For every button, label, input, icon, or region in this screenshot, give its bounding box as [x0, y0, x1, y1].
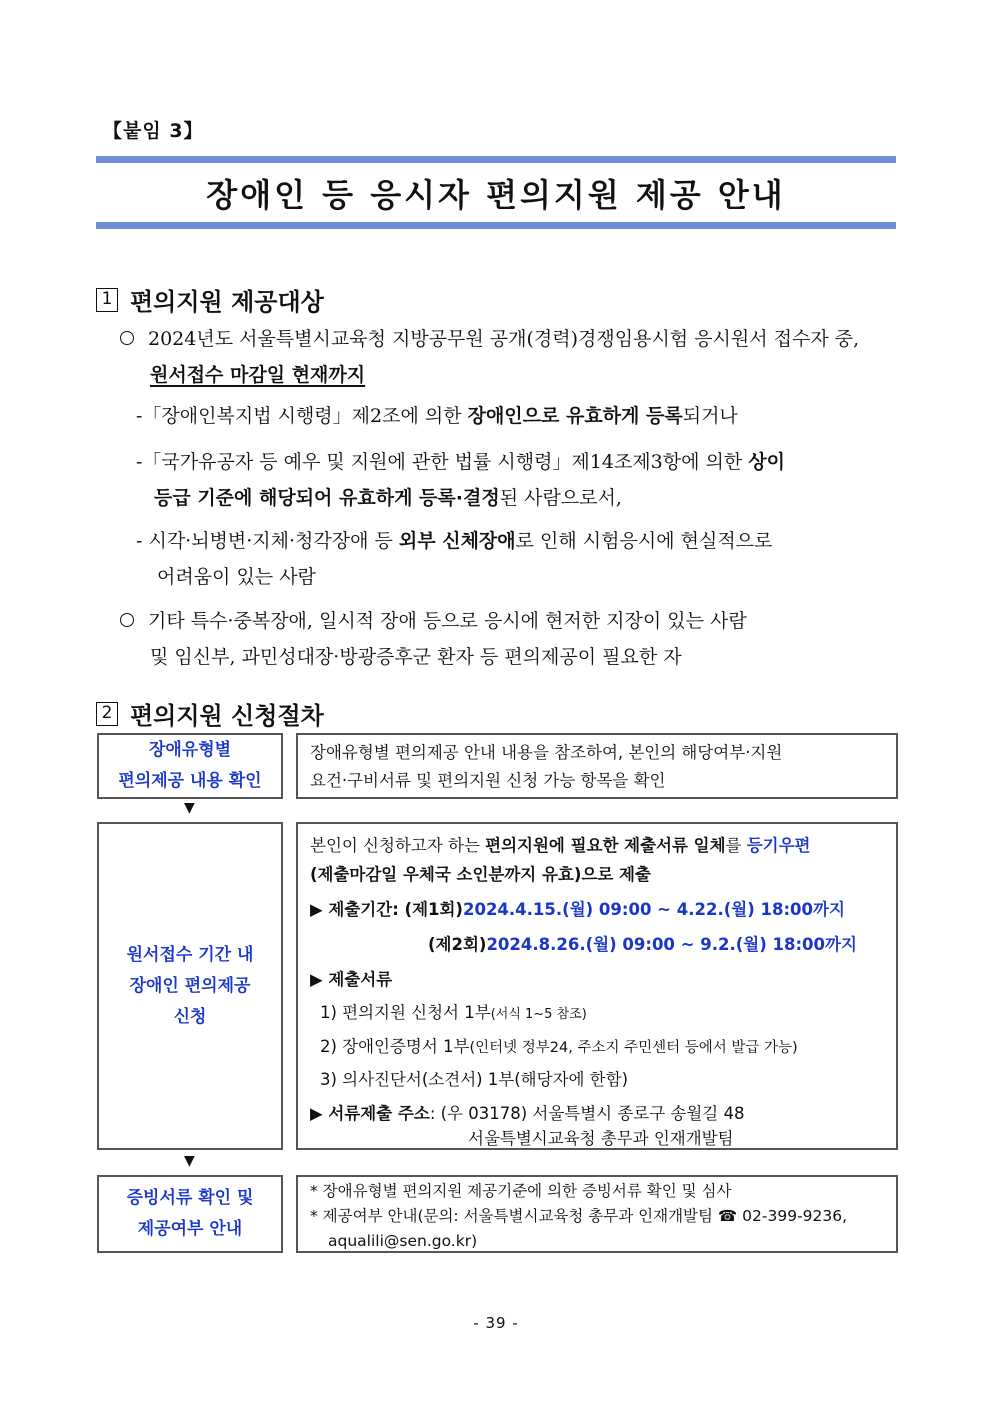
- submission-address: ▶ 서류제출 주소: (우 03178) 서울특별시 종로구 송월길 48: [310, 1104, 745, 1123]
- document-item-3: 3) 의사진단서(소견서) 1부(해당자에 한함): [320, 1070, 629, 1089]
- document-item-1: 1) 편의지원 신청서 1부(서식 1~5 참조): [320, 1003, 587, 1022]
- page-number: - 39 -: [473, 1314, 519, 1332]
- circle-bullet-icon: [120, 331, 134, 345]
- target-sub-3: - 시각·뇌병변·지체·청각장애 등 외부 신체장애로 인해 시험응시에 현실적으로: [136, 530, 773, 552]
- section2-title: 편의지원 신청절차: [130, 702, 324, 730]
- section1-heading: [96, 282, 324, 317]
- submission-period-1: ▶ 제출기간: (제1회)2024.4.15.(월) 09:00 ~ 4.22.(월) 18:00까지: [310, 900, 845, 919]
- submission-period-2: (제2회)2024.8.26.(월) 09:00 ~ 9.2.(월) 18:00까지: [428, 935, 857, 954]
- section1-title: 편의지원 제공대상: [130, 288, 324, 316]
- submission-address-cont: 서울특별시교육청 총무과 인재개발팀: [468, 1129, 734, 1148]
- step3-desc-box: * 장애유형별 편의지원 제공기준에 의한 증빙서류 확인 및 심사 * 제공여부 안내(문의: 서울특별시교육청 총무과 인재개발팀 ☎ 02-399-9236, aqualili@sen.go.kr): [296, 1175, 898, 1253]
- step1-desc-box: 장애유형별 편의제공 안내 내용을 참조하여, 본인의 해당여부·지원 요건·구비서류 및 편의지원 신청 가능 항목을 확인: [296, 733, 898, 799]
- circle-bullet-icon: [120, 613, 134, 627]
- step2-instruction-cont: (제출마감일 우체국 소인분까지 유효)으로 제출: [310, 865, 651, 884]
- section2-number: 2: [96, 702, 118, 726]
- annex-label: 【붙임 3】: [103, 120, 204, 142]
- title-rule-bottom: [96, 222, 896, 229]
- target-item-1-cont: 원서접수 마감일 현재까지: [150, 364, 366, 386]
- target-sub-1: -「장애인복지법 시행령」제2조에 의한 장애인으로 유효하게 등록되거나: [136, 405, 738, 427]
- target-item-2-cont: 및 임신부, 과민성대장·방광증후군 환자 등 편의제공이 필요한 자: [150, 646, 682, 668]
- down-arrow-icon: ▼: [184, 800, 195, 816]
- target-item-2: 기타 특수·중복장애, 일시적 장애 등으로 응시에 현저한 지장이 있는 사람: [120, 608, 898, 634]
- title-rule-top: [96, 156, 896, 163]
- section2-heading: [96, 696, 324, 731]
- document-item-2: 2) 장애인증명서 1부(인터넷 정부24, 주소지 주민센터 등에서 발급 가능): [320, 1037, 798, 1056]
- step3-label-box: 증빙서류 확인 및 제공여부 안내: [97, 1175, 283, 1253]
- section1-number: 1: [96, 288, 118, 312]
- step2-instruction: 본인이 신청하고자 하는 편의지원에 필요한 제출서류 일체를 등기우편: [310, 836, 811, 855]
- target-sub-2: -「국가유공자 등 예우 및 지원에 관한 법률 시행령」제14조제3항에 의한 상이: [136, 451, 785, 473]
- target-sub-3-cont: 어려움이 있는 사람: [157, 566, 316, 588]
- step1-label-box: 장애유형별 편의제공 내용 확인: [97, 733, 283, 799]
- page-title: 장애인 등 응시자 편의지원 제공 안내: [206, 176, 786, 214]
- down-arrow-icon: ▼: [184, 1153, 195, 1169]
- target-item-1: 2024년도 서울특별시교육청 지방공무원 공개(경력)경쟁임용시험 응시원서 접수자 중,: [120, 326, 898, 352]
- step2-desc-box: [296, 822, 898, 1150]
- documents-label: ▶ 제출서류: [310, 970, 393, 989]
- step2-label-box: 원서접수 기간 내 장애인 편의제공 신청: [97, 822, 283, 1150]
- target-sub-2-cont: 등급 기준에 해당되어 유효하게 등록·결정된 사람으로서,: [154, 487, 622, 509]
